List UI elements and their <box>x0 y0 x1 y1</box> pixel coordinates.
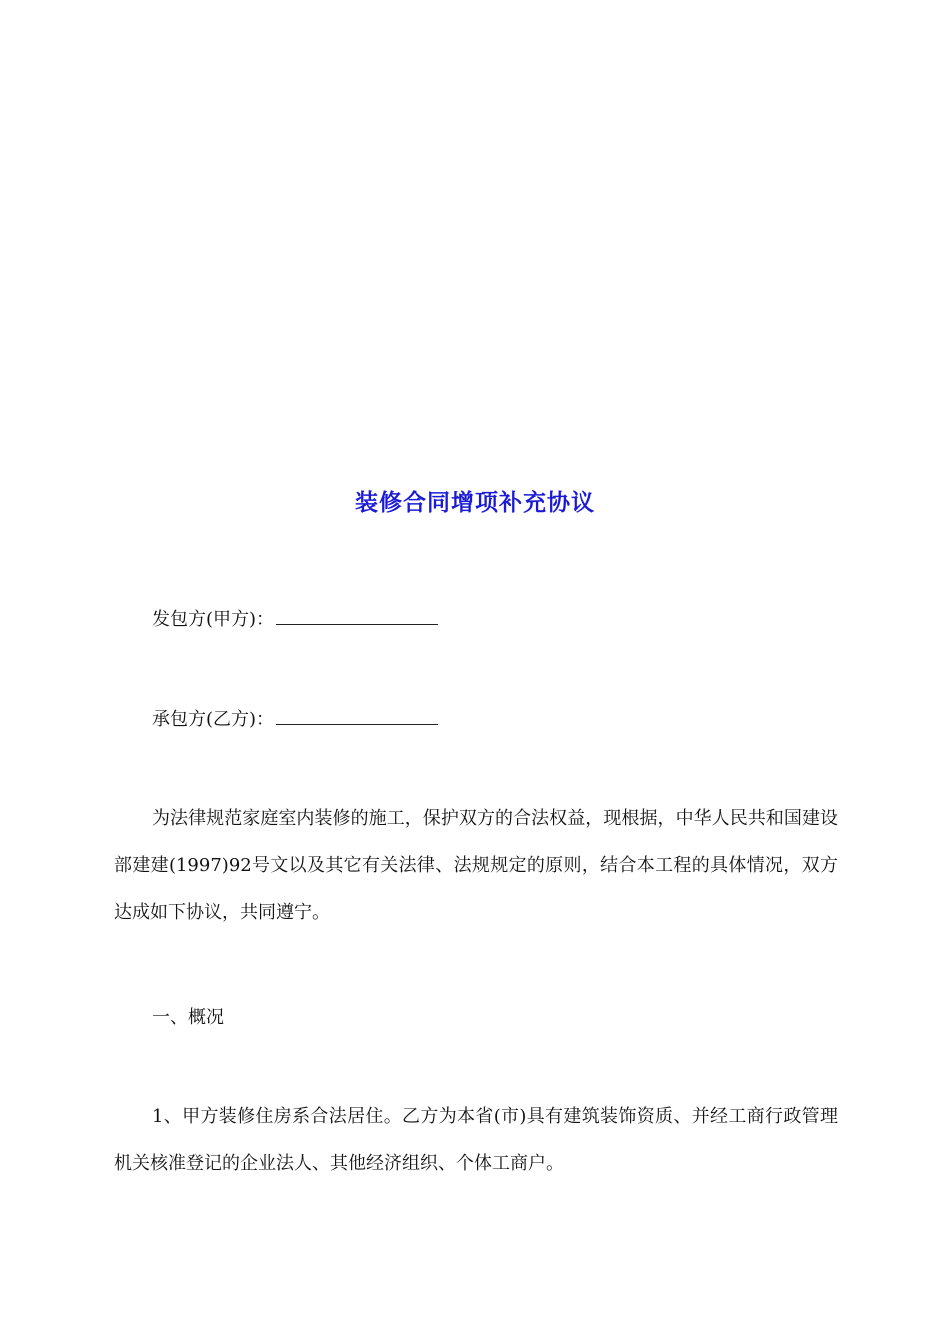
document-title: 装修合同增项补充协议 <box>355 490 595 516</box>
clause-1-paragraph: 1、甲方装修住房系合法居住。乙方为本省(市)具有建筑装饰资质、并经工商行政管理机关核准登记的企业法人、其他经济组织、个体工商户。 <box>114 1106 838 1174</box>
party-b-blank <box>276 706 438 725</box>
party-b-line <box>152 706 438 734</box>
section-heading-overview: 一、概况 <box>152 1007 224 1028</box>
party-a-label: 发包方(甲方)： <box>152 609 275 630</box>
party-b-label: 承包方(乙方)： <box>152 709 275 730</box>
party-a-blank <box>276 606 438 625</box>
intro-paragraph: 为法律规范家庭室内装修的施工，保护双方的合法权益，现根据，中华人民共和国建设部建建(1997)92号文以及其它有关法律、法规规定的原则，结合本工程的具体情况，双方达成如下协议，共同遵宁。 <box>114 808 838 923</box>
party-a-line <box>152 606 438 634</box>
